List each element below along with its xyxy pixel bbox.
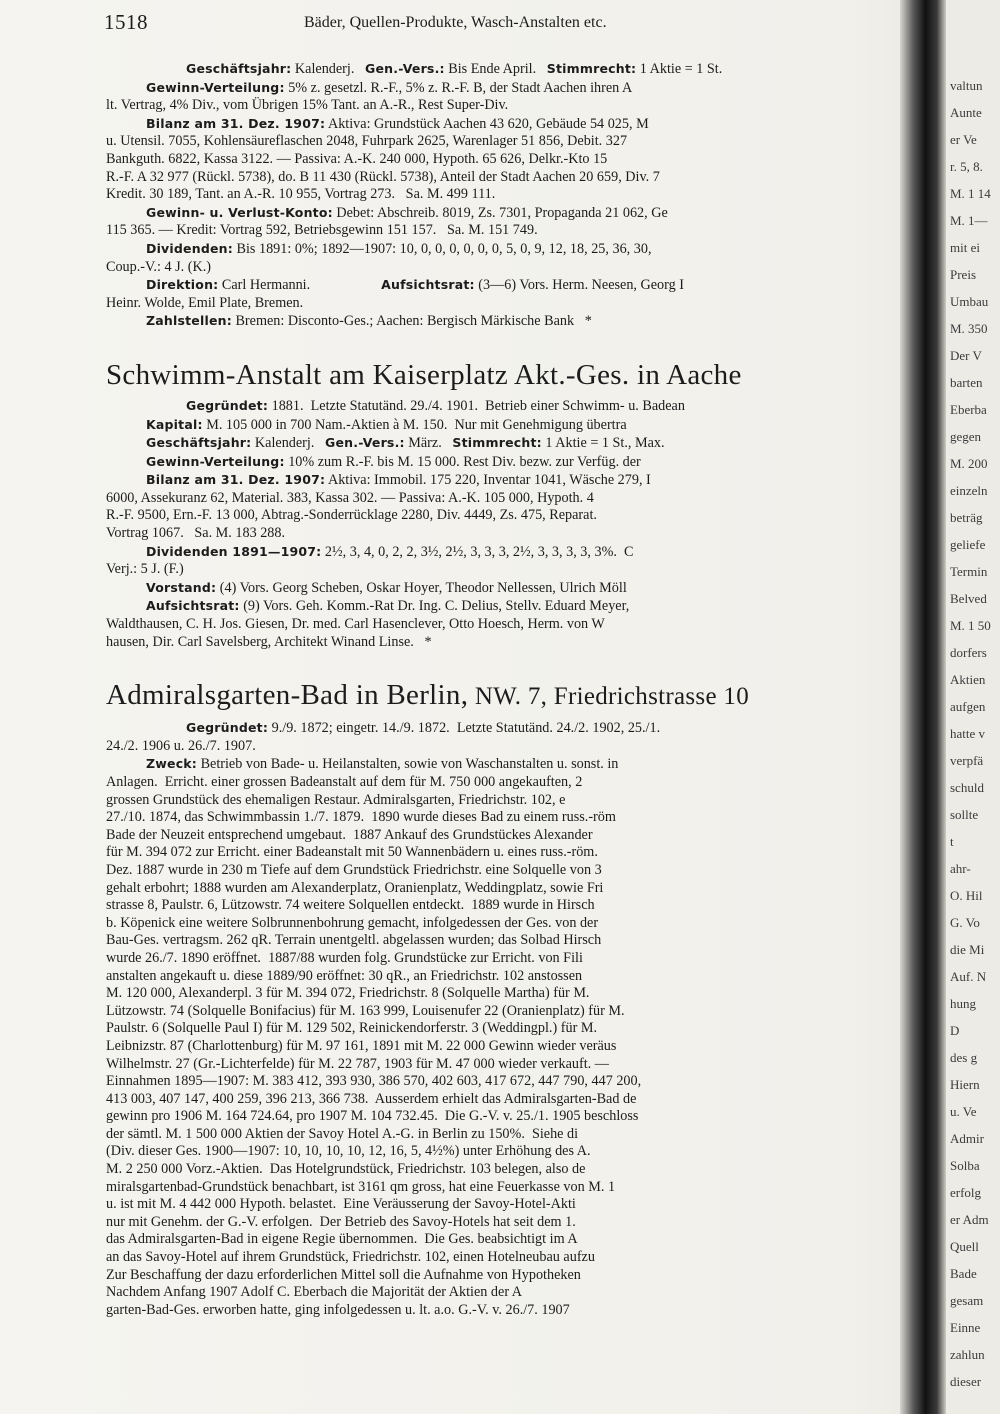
field-label: Gewinn-Verteilung: xyxy=(146,79,285,95)
field-text: 9./9. 1872; eingetr. 14./9. 1872. Letzte Statutänd. 24./2. 1902, 25./1. xyxy=(268,720,661,737)
text-line xyxy=(106,204,896,223)
adjacent-page-fragment: schuld xyxy=(950,780,984,795)
field-text: Paulstr. 6 (Solquelle Paul I) für M. 129 502, Reinickendorferstr. 3 (Weddingpl.) für M. xyxy=(106,1020,598,1037)
field-label: Bilanz am 31. Dez. 1907: xyxy=(146,115,326,131)
field-text: (3—6) Vors. Herm. Neesen, Georg I xyxy=(474,277,684,294)
adjacent-page-fragment: Termin xyxy=(950,564,988,579)
adjacent-page-fragment: valtun xyxy=(950,78,983,93)
field-label: Gewinn- u. Verlust-Konto: xyxy=(146,204,333,220)
adjacent-page-fragment: M. 350 xyxy=(950,321,988,336)
adjacent-page-fragment: Solba xyxy=(950,1158,980,1173)
field-text: 1 Aktie = 1 St. xyxy=(636,61,723,77)
text-line xyxy=(106,490,896,508)
field-label: Stimmrecht: xyxy=(546,61,637,76)
text-line xyxy=(106,862,896,880)
text-line xyxy=(106,453,896,472)
field-text: M. 105 000 in 700 Nam.-Aktien à M. 150. Nur mit Genehmigung übertra xyxy=(202,416,627,433)
adjacent-page-fragment: verpfä xyxy=(950,753,984,768)
field-text: hausen, Dir. Carl Savelsberg, Architekt Winand Linse. * xyxy=(106,633,432,650)
field-label: Gewinn-Verteilung: xyxy=(146,453,285,469)
adjacent-page-fragment: Admir xyxy=(950,1131,984,1146)
adjacent-page-fragment: dorfers xyxy=(950,645,987,660)
text-line xyxy=(106,507,896,525)
adjacent-page-fragment: Einne xyxy=(950,1320,981,1335)
page-content xyxy=(106,60,896,1319)
field-text: März. xyxy=(404,435,453,452)
field-text: gehalt erbohrt; 1888 wurden am Alexanderplatz, Oranienplatz, Weddingplatz, sowie Fri xyxy=(106,879,604,896)
field-text: miralsgartenbad-Grundstück benachbart, ist 3161 qm gross, hat eine Feuerkasse von M. 1 xyxy=(106,1178,616,1195)
text-line xyxy=(106,616,896,634)
text-line xyxy=(106,434,896,453)
field-text: Einnahmen 1895—1907: M. 383 412, 393 930, 386 570, 402 603, 417 672, 447 790, 447 200, xyxy=(106,1073,642,1090)
adjacent-page-fragment: erfolg xyxy=(950,1185,982,1200)
adjacent-page-fragment: r. 5, 8. xyxy=(950,159,983,174)
field-text: Coup.-V.: 4 J. (K.) xyxy=(106,258,211,275)
entry-title-admiralsgarten-bad xyxy=(106,677,896,715)
adjacent-page-fragment: Umbau xyxy=(950,294,989,309)
adjacent-page-fragment: barten xyxy=(950,375,983,390)
field-label: Kapital: xyxy=(146,416,203,432)
text-line xyxy=(106,1143,896,1161)
text-line xyxy=(106,240,896,259)
adjacent-page-fragment: dieser xyxy=(950,1374,982,1389)
field-text: garten-Bad-Ges. erworben hatte, ging infolgedessen u. lt. a.o. G.-V. v. 26./7. 1907 xyxy=(106,1301,570,1318)
field-text: (Div. dieser Ges. 1900—1907: 10, 10, 10, 10, 12, 16, 5, 4½%) unter Erhöhung des A. xyxy=(106,1143,591,1160)
adjacent-page-fragment: geliefe xyxy=(950,537,986,552)
field-text: 5% z. gesetzl. R.-F., 5% z. R.-F. B, der Stadt Aachen ihren A xyxy=(284,79,633,96)
text-line xyxy=(106,525,896,543)
field-text: Leibnizstr. 87 (Charlottenburg) für M. 97 161, 1891 mit M. 22 000 Gewinn wieder veräus xyxy=(106,1037,617,1054)
text-line xyxy=(106,634,896,652)
adjacent-page-fragment: M. 1 14 xyxy=(950,186,991,201)
text-line xyxy=(106,719,896,738)
field-text: anstalten angekauft u. diese 1889/90 eröffnet: 30 qR., an Friedrichstr. 102 anstossen xyxy=(106,967,583,984)
adjacent-page-fragment: ahr- xyxy=(950,861,971,876)
field-text: Dez. 1887 wurde in 230 m Tiefe auf dem Grundstück Friedrichstr. eine Solquelle von 3 xyxy=(106,861,602,878)
field-text: Aktiva: Immobil. 175 220, Inventar 1041, Wäsche 279, I xyxy=(325,472,651,489)
text-line xyxy=(106,1056,896,1074)
text-line xyxy=(106,1161,896,1179)
field-text: grossen Grundstück des ehemaligen Restaur. Admiralsgarten, Friedrichstr. 102, e xyxy=(106,791,566,808)
field-text: Waldthausen, C. H. Jos. Giesen, Dr. med. Carl Hasenclever, Otto Hoesch, Herm. von W xyxy=(106,616,605,633)
adjacent-page-fragment: hatte v xyxy=(950,726,986,741)
entry-title-schwimm-anstalt: Schwimm-Anstalt am Kaiserplatz Akt.-Ges. in Aache xyxy=(106,358,742,391)
adjacent-page-fragment: gesam xyxy=(950,1293,984,1308)
entry-schwimm-anstalt xyxy=(106,397,896,651)
field-label: Zweck: xyxy=(146,756,198,772)
text-line xyxy=(106,792,896,810)
text-line xyxy=(106,60,896,79)
field-text: 413 003, 407 147, 400 259, 396 213, 366 738. Ausserdem erhielt das Admiralsgarten-Bad de xyxy=(106,1090,637,1107)
text-line xyxy=(106,968,896,986)
field-text: Bau-Ges. vertragsm. 262 qR. Terrain unentgeltl. abgelassen wurden; das Solbad Hirsch xyxy=(106,932,602,949)
text-line xyxy=(106,186,896,204)
text-line xyxy=(106,259,896,277)
book-gutter-shadow xyxy=(900,0,946,1414)
field-label: Aufsichtsrat: xyxy=(146,598,240,614)
field-text: Verj.: 5 J. (F.) xyxy=(106,561,184,578)
field-text: R.-F. 9500, Ern.-F. 13 000, Abtrag.-Sonderrücklage 2280, Div. 4449, Zs. 475, Reparat. xyxy=(106,507,597,524)
text-line xyxy=(106,1284,896,1302)
adjacent-page-fragment: Hiern xyxy=(950,1077,980,1092)
adjacent-page-fragment: einzeln xyxy=(950,483,988,498)
page-header xyxy=(104,10,894,40)
adjacent-page-fragment: Bade xyxy=(950,1266,977,1281)
text-line xyxy=(106,932,896,950)
field-label: Direktion: xyxy=(146,277,219,293)
text-line xyxy=(106,1267,896,1285)
field-text: 1881. Letzte Statutänd. 29./4. 1901. Betrieb einer Schwimm- u. Badean xyxy=(268,397,685,414)
field-text: Betrieb von Bade- u. Heilanstalten, sowie von Waschanstalten u. sonst. in xyxy=(197,756,619,773)
text-line xyxy=(106,579,896,598)
field-text: (9) Vors. Geh. Komm.-Rat Dr. Ing. C. Delius, Stellv. Eduard Meyer, xyxy=(239,598,630,615)
text-block xyxy=(106,719,896,1319)
field-label: Gen.-Vers.: xyxy=(365,61,445,76)
adjacent-page-fragment: G. Vo xyxy=(950,915,980,930)
field-text: Bis Ende April. xyxy=(444,61,547,77)
field-label: Stimmrecht: xyxy=(452,435,542,451)
adjacent-page-fragment: O. Hil xyxy=(950,888,983,903)
adjacent-page-fragment: Aunte xyxy=(950,105,982,120)
field-text: nur mit Genehm. der G.-V. erfolgen. Der Betrieb des Savoy-Hotels hat seit dem 1. xyxy=(106,1213,576,1230)
text-line xyxy=(106,950,896,968)
field-text: strasse 8, Paulstr. 6, Lützowstr. 74 weitere Solquellen entdeckt. 1889 wurde in Hirsch xyxy=(106,897,595,914)
field-text: das Admiralsgarten-Bad in eigene Regie übernommen. Die Ges. beabsichtigt im A xyxy=(106,1231,578,1248)
text-line xyxy=(106,471,896,490)
text-line xyxy=(106,1231,896,1249)
text-line xyxy=(106,276,896,295)
text-line xyxy=(106,561,896,579)
field-text: an das Savoy-Hotel auf ihrem Grundstück, Friedrichstr. 102, einen Hotelneubau aufzu xyxy=(106,1249,595,1266)
field-text: Zur Beschaffung der dazu erforderlichen Mittel soll die Aufnahme von Hypotheken xyxy=(106,1266,581,1283)
text-line xyxy=(106,1091,896,1109)
adjacent-page-fragment: M. 200 xyxy=(950,456,988,471)
text-line xyxy=(106,543,896,562)
adjacent-page-fragment: Eberba xyxy=(950,402,987,417)
text-line xyxy=(106,597,896,616)
text-line xyxy=(106,738,896,756)
field-text: 6000, Assekuranz 62, Material. 383, Kassa 302. — Passiva: A.-K. 105 000, Hypoth. 4 xyxy=(106,489,594,506)
text-block xyxy=(106,397,896,651)
text-line xyxy=(106,1108,896,1126)
text-line xyxy=(106,97,896,115)
field-text: Nachdem Anfang 1907 Adolf C. Eberbach die Majorität der Aktien der A xyxy=(106,1284,523,1301)
field-text: gewinn pro 1906 M. 164 724.64, pro 1907 M. 104 732.45. Die G.-V. v. 25./1. 1905 beschloss xyxy=(106,1108,639,1125)
adjacent-page-fragment: die Mi xyxy=(950,942,985,957)
adjacent-page-fragment: Aktien xyxy=(950,672,986,687)
field-text: Kalenderj. xyxy=(251,435,326,452)
field-text: M. 120 000, Alexanderpl. 3 für M. 394 072, Friedrichstr. 8 (Solquelle Martha) für M. xyxy=(106,985,590,1002)
field-label: Bilanz am 31. Dez. 1907: xyxy=(146,472,326,488)
field-text: Bremen: Disconto-Ges.; Aachen: Bergisch Märkische Bank * xyxy=(231,313,592,330)
text-line xyxy=(106,1196,896,1214)
adjacent-page-fragment: u. Ve xyxy=(950,1104,977,1119)
field-text: wurde 26./7. 1890 eröffnet. 1887/88 wurden folg. Grundstücke zur Erricht. von Fili xyxy=(106,949,583,966)
field-text: Kalenderj. xyxy=(291,61,366,77)
text-line xyxy=(106,115,896,134)
entry-title-main: Admiralsgarten-Bad in Berlin, xyxy=(106,679,469,712)
adjacent-page-fragment: beträg xyxy=(950,510,983,525)
text-line xyxy=(106,809,896,827)
adjacent-page-fragment: Auf. N xyxy=(950,969,987,984)
field-text: 10% zum R.-F. bis M. 15 000. Rest Div. bezw. zur Verfüg. der xyxy=(284,453,641,470)
field-label: Vorstand: xyxy=(146,579,217,595)
text-line xyxy=(106,133,896,151)
field-label: Dividenden: xyxy=(146,240,233,256)
field-label: Gegründet: xyxy=(186,720,269,736)
adjacent-page-fragment: er Ve xyxy=(950,132,977,147)
text-line xyxy=(106,1302,896,1320)
text-line xyxy=(106,1249,896,1267)
text-line xyxy=(106,1038,896,1056)
field-text: (4) Vors. Georg Scheben, Oskar Hoyer, Theodor Nellessen, Ulrich Möll xyxy=(216,579,627,596)
field-text: 2½, 3, 4, 0, 2, 2, 3½, 2½, 3, 3, 3, 2½, 3, 3, 3, 3, 3%. C xyxy=(321,543,634,560)
adjacent-page-fragment: er Adm xyxy=(950,1212,989,1227)
adjacent-page-fragment: Preis xyxy=(950,267,976,282)
text-line xyxy=(106,222,896,240)
text-line xyxy=(106,897,896,915)
adjacent-page-fragment: Der V xyxy=(950,348,982,363)
text-line xyxy=(106,169,896,187)
field-text: Lützowstr. 74 (Solquelle Bonifacius) für M. 163 999, Louisenufer 22 (Oranienplatz) für M. xyxy=(106,1002,625,1019)
text-line xyxy=(106,1003,896,1021)
field-text: Bankguth. 6822, Kassa 3122. — Passiva: A.-K. 240 000, Hypoth. 65 626, Delkr.-Kto 15 xyxy=(106,150,608,167)
adjacent-page-fragment: M. 1— xyxy=(950,213,988,228)
field-text: Carl Hermanni. xyxy=(218,277,382,294)
text-line xyxy=(106,985,896,1003)
field-text: b. Köpenick eine weitere Solbrunnenbohrung gemacht, infolgedessen der Ges. von der xyxy=(106,914,599,931)
adjacent-page-fragment: Belved xyxy=(950,591,987,606)
field-text: 115 365. — Kredit: Vortrag 592, Betriebsgewinn 151 157. Sa. M. 151 749. xyxy=(106,222,538,239)
adjacent-page-fragment: gegen xyxy=(950,429,982,444)
field-text: Aktiva: Grundstück Aachen 43 620, Gebäude 54 025, M xyxy=(325,115,649,132)
text-line xyxy=(106,844,896,862)
adjacent-page-fragment: t xyxy=(950,834,954,849)
text-line xyxy=(106,774,896,792)
text-line xyxy=(106,1214,896,1232)
field-text: Kredit. 30 189, Tant. an A.-R. 10 955, Vortrag 273. Sa. M. 499 111. xyxy=(106,186,496,203)
text-line xyxy=(106,880,896,898)
adjacent-page-fragment: aufgen xyxy=(950,699,986,714)
text-block xyxy=(106,60,896,331)
entry-title-address: NW. 7, Friedrichstrasse 10 xyxy=(468,683,750,711)
running-title: Bäder, Quellen-Produkte, Wasch-Anstalten etc. xyxy=(304,14,607,31)
adjacent-page-fragment: hung xyxy=(950,996,976,1011)
adjacent-page-fragment: sollte xyxy=(950,807,979,822)
field-label: Aufsichtsrat: xyxy=(381,277,475,293)
field-text: Anlagen. Erricht. einer grossen Badeanstalt auf dem für M. 750 000 angekauften, 2 xyxy=(106,774,583,790)
field-label: Dividenden 1891—1907: xyxy=(146,543,322,559)
text-line xyxy=(106,416,896,435)
adjacent-page-fragment: zahlun xyxy=(950,1347,985,1362)
field-text: M. 2 250 000 Vorz.-Aktien. Das Hotelgrundstück, Friedrichstr. 103 belegen, also de xyxy=(106,1161,586,1178)
field-label: Zahlstellen: xyxy=(146,313,232,329)
field-text: Vortrag 1067. Sa. M. 183 288. xyxy=(106,525,286,542)
adjacent-page-fragment: D xyxy=(950,1023,960,1038)
field-text: 1 Aktie = 1 St., Max. xyxy=(541,435,665,452)
adjacent-page-fragment: mit ei xyxy=(950,240,980,255)
field-text: u. ist mit M. 4 442 000 Hypoth. belastet. Eine Veräusserung der Savoy-Hotel-Akti xyxy=(106,1196,576,1213)
field-text: Bade der Neuzeit entsprechend umgebaut. 1887 Ankauf des Grundstückes Alexander xyxy=(106,826,593,843)
adjacent-page-edge xyxy=(946,0,1000,1414)
adjacent-page-fragment: Quell xyxy=(950,1239,979,1254)
entry-continuation xyxy=(106,60,896,331)
text-line xyxy=(106,1020,896,1038)
field-text: lt. Vertrag, 4% Div., vom Übrigen 15% Tant. an A.-R., Rest Super-Div. xyxy=(106,97,509,114)
field-text: Wilhelmstr. 27 (Gr.-Lichterfelde) für M. 22 787, 1903 für M. 47 000 wieder verkauft. — xyxy=(106,1055,609,1072)
entry-admiralsgarten-bad xyxy=(106,719,896,1319)
field-text: R.-F. A 32 977 (Rückl. 5738), do. B 11 430 (Rückl. 5738), Anteil der Stadt Aachen 20 659, Div. 7 xyxy=(106,168,660,185)
field-text: 24./2. 1906 u. 26./7. 1907. xyxy=(106,737,256,754)
text-line xyxy=(106,1126,896,1144)
text-line xyxy=(106,79,896,98)
field-text: Heinr. Wolde, Emil Plate, Bremen. xyxy=(106,294,304,311)
field-text: für M. 394 072 zur Erricht. einer Badeanstalt mit 50 Wannenbädern u. eines russ.-röm. xyxy=(106,844,598,861)
text-line xyxy=(106,827,896,845)
text-line xyxy=(106,397,896,416)
adjacent-page-fragment: des g xyxy=(950,1050,978,1065)
field-text: der sämtl. M. 1 500 000 Aktien der Savoy Hotel A.-G. in Berlin zu 150%. Siehe di xyxy=(106,1125,579,1142)
field-text: Debet: Abschreib. 8019, Zs. 7301, Propaganda 21 062, Ge xyxy=(332,204,668,221)
text-line xyxy=(106,151,896,169)
field-text: Bis 1891: 0%; 1892—1907: 10, 0, 0, 0, 0, 0, 0, 5, 0, 9, 12, 18, 25, 36, 30, xyxy=(232,240,652,257)
field-text: u. Utensil. 7055, Kohlensäureflaschen 2048, Fuhrpark 2625, Warenlager 51 856, Debit. 327 xyxy=(106,133,628,150)
page-number: 1518 xyxy=(104,10,148,34)
field-label: Gen.-Vers.: xyxy=(325,435,405,451)
adjacent-page-fragment: M. 1 50 xyxy=(950,618,991,633)
text-line xyxy=(106,312,896,331)
text-line xyxy=(106,1179,896,1197)
text-line xyxy=(106,915,896,933)
text-line xyxy=(106,295,896,313)
field-text: 27./10. 1874, das Schwimmbassin 1./7. 1879. 1890 wurde dieses Bad zu einem russ.-röm xyxy=(106,809,616,826)
field-label: Gegründet: xyxy=(186,397,269,413)
text-line xyxy=(106,1073,896,1091)
field-label: Geschäftsjahr: xyxy=(146,435,252,451)
text-line xyxy=(106,755,896,774)
field-label: Geschäftsjahr: xyxy=(186,61,292,76)
